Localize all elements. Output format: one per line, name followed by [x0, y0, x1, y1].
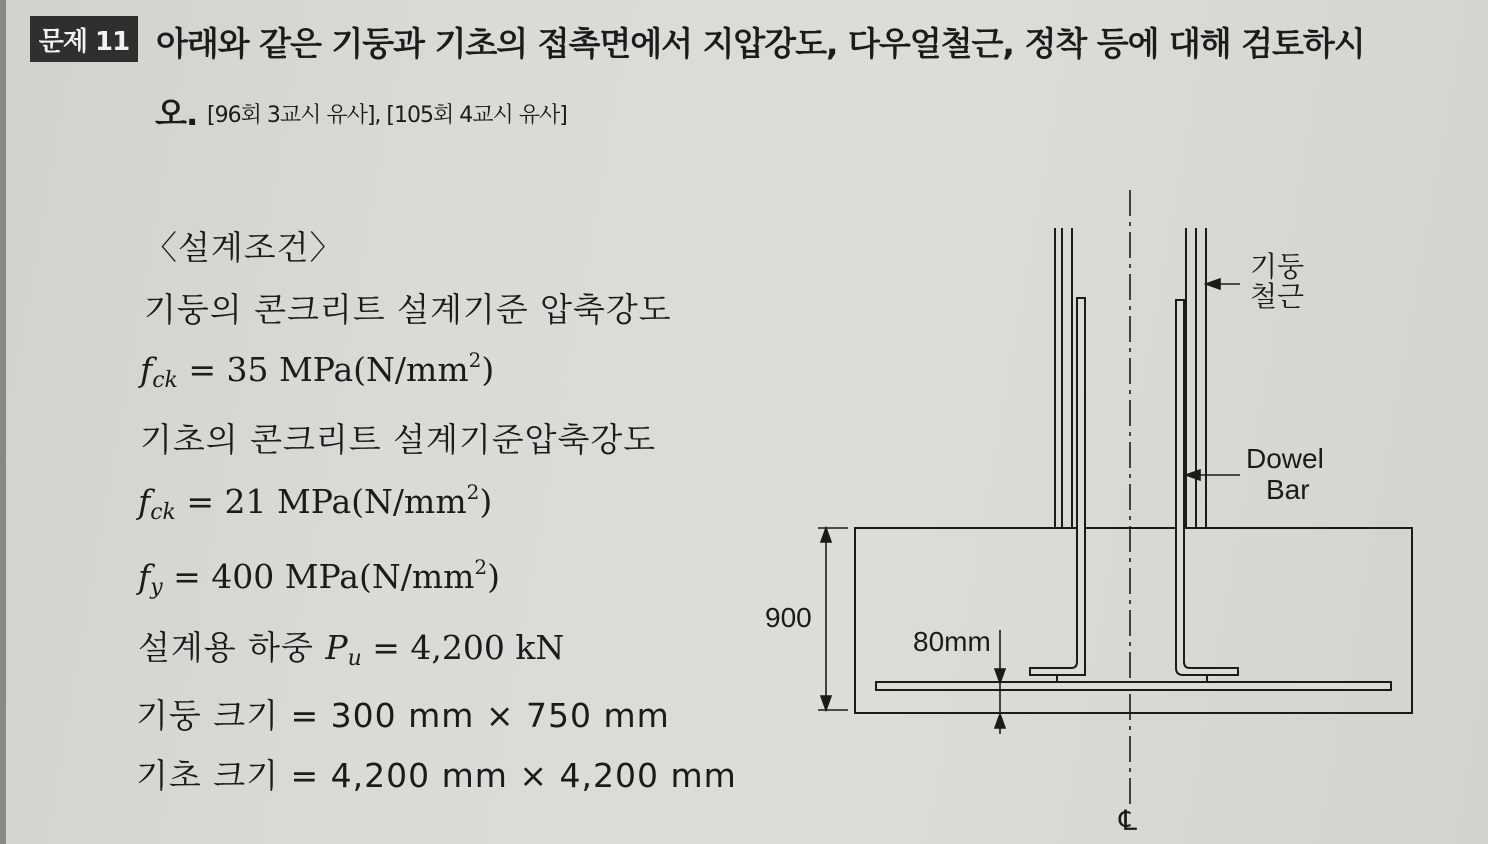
centerline-symbol: ℄	[1119, 805, 1137, 836]
foundation-size: 기초 크기 = 4,200 mm × 4,200 mm	[136, 756, 737, 795]
fck-column-symbol: f	[140, 350, 153, 389]
design-load-label: 설계용 하중	[138, 628, 326, 667]
fy-superscript: 2	[474, 555, 488, 579]
question-text-line-1: 아래와 같은 기둥과 기초의 접촉면에서 지압강도, 다우얼철근, 정착 등에 대해 검토하시	[156, 24, 1365, 63]
fck-foundation-superscript: 2	[466, 480, 480, 504]
question-text-line-2: 오.	[155, 94, 198, 133]
dowel-bar-label-2: Bar	[1266, 474, 1310, 505]
fck-column-superscript: 2	[468, 348, 482, 372]
depth-dimension	[818, 528, 848, 710]
fy-value: = 400 MPa(N/mm	[162, 557, 475, 596]
fck-column-subscript: ck	[152, 368, 178, 393]
column-rebar-right	[1186, 228, 1206, 528]
column-rebar-label-1: 기둥	[1250, 251, 1305, 282]
problem-number-badge: 문제 11	[30, 16, 138, 62]
fy-close: )	[487, 557, 501, 596]
column-size: 기둥 크기 = 300 mm × 750 mm	[136, 696, 670, 735]
design-load-subscript: u	[347, 646, 362, 671]
dowel-bar-label-1: Dowel	[1246, 443, 1324, 474]
dowel-bar-left	[1030, 298, 1085, 675]
column-strength-label: 기둥의 콘크리트 설계기준 압축강도	[144, 290, 672, 329]
fck-foundation-value: = 21 MPa(N/mm	[175, 482, 467, 521]
design-load-value: = 4,200 kN	[361, 628, 565, 667]
dowel-bar-leader	[1186, 470, 1240, 480]
fy-symbol: f	[138, 557, 151, 596]
fck-foundation-symbol: f	[138, 482, 151, 521]
footing-bottom-rebar	[876, 682, 1391, 690]
fck-column-close: )	[481, 350, 495, 389]
fck-foundation-subscript: ck	[150, 500, 176, 525]
question-source: [96회 3교시 유사], [105회 4교시 유사]	[207, 103, 567, 128]
fy-subscript: y	[150, 575, 163, 600]
column-rebar-left	[1055, 228, 1072, 528]
fck-column-value: = 35 MPa(N/mm	[177, 350, 469, 389]
design-load-symbol: P	[325, 628, 348, 667]
fck-foundation-close: )	[479, 482, 493, 521]
column-rebar-leader	[1206, 279, 1240, 289]
column-rebar-label-2: 철근	[1250, 281, 1305, 312]
depth-dimension-label: 900	[765, 602, 812, 633]
foundation-strength-label: 기초의 콘크리트 설계기준압축강도	[140, 420, 657, 459]
cover-dimension-label: 80mm	[913, 626, 991, 657]
conditions-heading: 〈설계조건〉	[144, 228, 344, 267]
